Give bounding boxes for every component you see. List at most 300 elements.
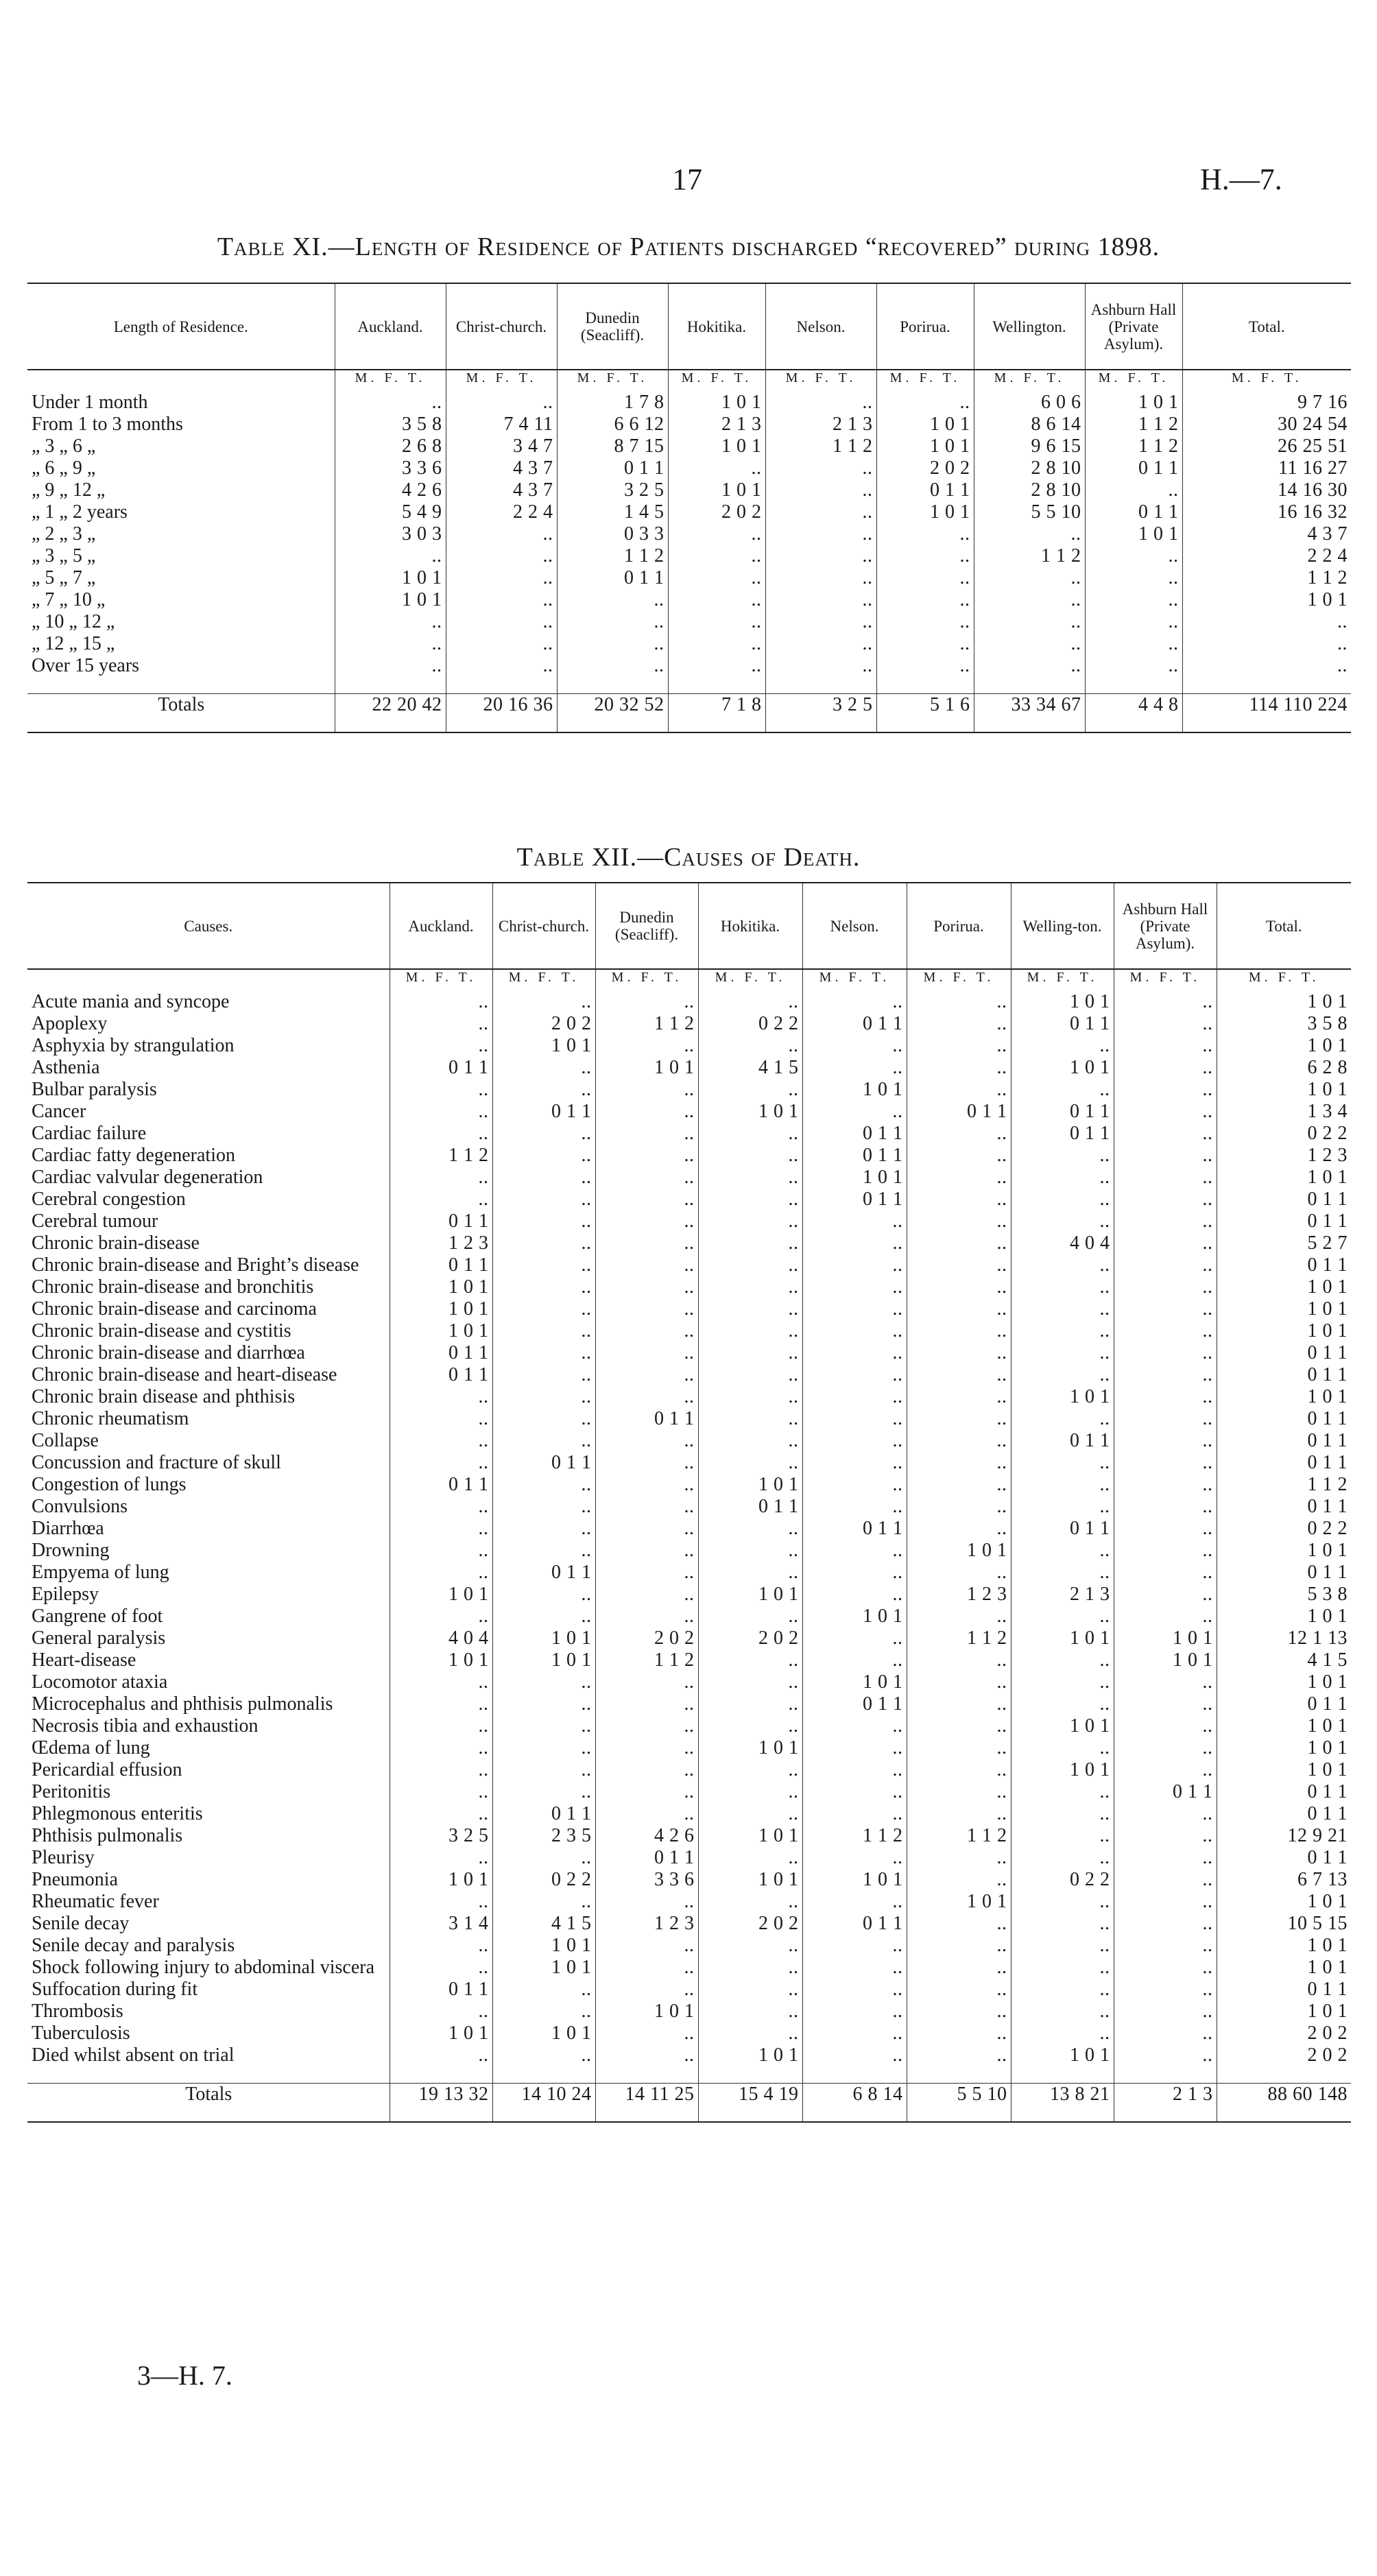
page-number: 17 (672, 163, 702, 196)
cell-value: .. (698, 1847, 802, 1869)
row-label: Chronic brain-disease and Bright’s disease (32, 1254, 359, 1276)
table-row (27, 1518, 1351, 1540)
cell-value: .. (802, 1891, 907, 1913)
cell-value: 2 2 4 (446, 501, 557, 523)
cell-value: .. (492, 1123, 595, 1145)
cell-value: 2 0 2 (1217, 2044, 1351, 2066)
cell-value: .. (802, 1211, 907, 1232)
cell-value: .. (698, 991, 802, 1013)
cell-value: .. (492, 1232, 595, 1254)
row-label: Suffocation during fit (32, 1979, 198, 2000)
cell-value: .. (595, 1759, 698, 1781)
cell-value: .. (698, 1518, 802, 1540)
cell-value: .. (557, 633, 668, 655)
table-row (27, 1167, 1351, 1189)
cell-value: 3 4 7 (446, 436, 557, 457)
cell-value: .. (765, 567, 876, 589)
table-xi (27, 283, 1351, 733)
cell-value: 1 0 1 (907, 1540, 1011, 1562)
cell-value: 2 0 2 (876, 457, 974, 479)
cell-value: .. (1114, 1211, 1217, 1232)
cell-value: 1 0 1 (390, 1649, 492, 1671)
cell-value: 2 1 3 (1011, 1584, 1114, 1606)
cell-value: 0 1 1 (1217, 1979, 1351, 2001)
cell-value: .. (492, 991, 595, 1013)
row-label: Died whilst absent on trial (32, 2044, 235, 2066)
cell-value: .. (698, 1211, 802, 1232)
cell-value: 0 1 1 (595, 1847, 698, 1869)
cell-value: .. (595, 1606, 698, 1627)
table-row (27, 1474, 1351, 1496)
cell-value: .. (335, 633, 446, 655)
cell-value: .. (446, 523, 557, 545)
table-row (27, 392, 1351, 414)
cell-value: 5 4 9 (335, 501, 446, 523)
cell-value: .. (1011, 1781, 1114, 1803)
cell-value: .. (698, 1364, 802, 1386)
cell-value: .. (698, 1562, 802, 1584)
cell-value: .. (802, 1781, 907, 1803)
cell-value: .. (390, 1079, 492, 1101)
cell-value: .. (907, 1803, 1011, 1825)
cell-value: .. (1114, 1276, 1217, 1298)
cell-value: 0 1 1 (802, 1145, 907, 1167)
cell-value: 1 1 2 (595, 1013, 698, 1035)
cell-value: 0 1 1 (492, 1452, 595, 1474)
cell-value: 0 1 1 (1217, 1364, 1351, 1386)
cell-value: .. (1085, 633, 1182, 655)
row-label: „ 3 „ 5 „ (32, 545, 96, 567)
cell-value: .. (1114, 1320, 1217, 1342)
sex-label: M. F. T. (698, 969, 802, 991)
table-row (27, 457, 1351, 479)
cell-value: .. (595, 1957, 698, 1979)
t12-col-header-5: Nelson. (802, 883, 907, 969)
table-row (27, 1671, 1351, 1693)
document-code: H.—7. (1200, 163, 1282, 196)
total-value: 20 32 52 (557, 694, 668, 732)
row-label: Tuberculosis (32, 2023, 130, 2044)
cell-value: 1 1 2 (390, 1145, 492, 1167)
cell-value: .. (802, 1979, 907, 2001)
cell-value: .. (698, 2023, 802, 2044)
cell-value: .. (492, 1781, 595, 1803)
cell-value: 1 0 1 (1114, 1649, 1217, 1671)
cell-value: .. (907, 2023, 1011, 2044)
cell-value: .. (1085, 567, 1182, 589)
cell-value: 7 4 11 (446, 414, 557, 436)
row-label: Cardiac fatty degeneration (32, 1145, 235, 1166)
cell-value: 0 1 1 (802, 1518, 907, 1540)
cell-value: .. (1114, 1254, 1217, 1276)
row-label: Bulbar paralysis (32, 1079, 157, 1100)
cell-value: .. (1011, 1913, 1114, 1935)
cell-value: 1 0 1 (1011, 1057, 1114, 1079)
cell-value: .. (802, 1540, 907, 1562)
cell-value: .. (907, 1737, 1011, 1759)
cell-value: .. (595, 1891, 698, 1913)
cell-value: .. (1114, 1979, 1217, 2001)
cell-value: .. (907, 1474, 1011, 1496)
cell-value: .. (668, 567, 765, 589)
cell-value: .. (974, 611, 1085, 633)
cell-value: .. (492, 1671, 595, 1693)
cell-value: 0 1 1 (876, 479, 974, 501)
total-value: 15 4 19 (698, 2084, 802, 2122)
cell-value: .. (668, 523, 765, 545)
cell-value: 9 6 15 (974, 436, 1085, 457)
row-label: Chronic brain-disease (32, 1232, 200, 1254)
cell-value: .. (1182, 655, 1351, 677)
row-label: Pleurisy (32, 1847, 95, 1868)
t12-col-header-3: Dunedin (Seacliff). (595, 883, 698, 969)
cell-value: .. (698, 1254, 802, 1276)
cell-value: 0 1 1 (1217, 1781, 1351, 1803)
row-label: Congestion of lungs (32, 1474, 187, 1495)
cell-value: 2 0 2 (595, 1627, 698, 1649)
cell-value: .. (1114, 1167, 1217, 1189)
t11-col-header-3: Dunedin (Seacliff). (557, 283, 668, 370)
cell-value: .. (1114, 2001, 1217, 2023)
row-label: Phlegmonous enteritis (32, 1803, 203, 1824)
t11-col-header-6: Porirua. (876, 283, 974, 370)
cell-value: 4 0 4 (1011, 1232, 1114, 1254)
cell-value: .. (446, 655, 557, 677)
cell-value: .. (802, 1057, 907, 1079)
cell-value: .. (765, 523, 876, 545)
cell-value: 1 0 1 (668, 479, 765, 501)
cell-value: 30 24 54 (1182, 414, 1351, 436)
cell-value: .. (802, 1759, 907, 1781)
cell-value: 2 0 2 (668, 501, 765, 523)
row-label: „ 6 „ 9 „ (32, 457, 96, 479)
total-value: 6 8 14 (802, 2084, 907, 2122)
cell-value: .. (446, 633, 557, 655)
cell-value: .. (1114, 991, 1217, 1013)
cell-value: 1 2 3 (1217, 1145, 1351, 1167)
row-label: Senile decay (32, 1913, 130, 1934)
cell-value: .. (446, 392, 557, 414)
cell-value: 0 1 1 (1217, 1408, 1351, 1430)
cell-value: 1 0 1 (1217, 1606, 1351, 1627)
cell-value: 0 1 1 (698, 1496, 802, 1518)
cell-value: 3 3 6 (335, 457, 446, 479)
row-label: „ 12 „ 15 „ (32, 633, 115, 654)
cell-value: .. (907, 1057, 1011, 1079)
cell-value: .. (907, 1452, 1011, 1474)
row-label: Necrosis tibia and exhaustion (32, 1715, 259, 1737)
cell-value: .. (802, 1562, 907, 1584)
cell-value: .. (390, 1167, 492, 1189)
table-row (27, 1913, 1351, 1935)
cell-value: 10 5 15 (1217, 1913, 1351, 1935)
row-label: Chronic brain-disease and diarrhœa (32, 1342, 305, 1363)
cell-value: .. (492, 1737, 595, 1759)
cell-value: .. (698, 1891, 802, 1913)
cell-value: .. (390, 1606, 492, 1627)
cell-value: 8 7 15 (557, 436, 668, 457)
cell-value: .. (802, 1408, 907, 1430)
cell-value: 0 1 1 (390, 1979, 492, 2001)
cell-value: .. (876, 567, 974, 589)
cell-value: .. (595, 2044, 698, 2066)
t11-col-header-5: Nelson. (765, 283, 876, 370)
cell-value: 0 1 1 (1217, 1452, 1351, 1474)
cell-value: 1 7 8 (557, 392, 668, 414)
sex-label: M. F. T. (1114, 969, 1217, 991)
t12-col-header-1: Auckland. (390, 883, 492, 969)
cell-value: 4 2 6 (335, 479, 446, 501)
cell-value: .. (907, 1957, 1011, 1979)
cell-value: .. (907, 1035, 1011, 1057)
cell-value: .. (390, 1123, 492, 1145)
cell-value: 1 0 1 (492, 1935, 595, 1957)
cell-value: 1 2 3 (390, 1232, 492, 1254)
table-row (27, 2044, 1351, 2066)
cell-value: 1 0 1 (668, 436, 765, 457)
cell-value: 6 7 13 (1217, 1869, 1351, 1891)
total-value: 7 1 8 (668, 694, 765, 732)
cell-value: 6 0 6 (974, 392, 1085, 414)
cell-value: .. (1085, 479, 1182, 501)
cell-value: 1 1 2 (1085, 414, 1182, 436)
cell-value: 0 1 1 (1085, 457, 1182, 479)
cell-value: .. (595, 1715, 698, 1737)
cell-value: 3 5 8 (1217, 1013, 1351, 1035)
total-value: 22 20 42 (335, 694, 446, 732)
table-row (27, 1123, 1351, 1145)
cell-value: .. (492, 1189, 595, 1211)
cell-value: .. (595, 1232, 698, 1254)
row-label: „ 1 „ 2 years (32, 501, 128, 523)
cell-value: .. (492, 1364, 595, 1386)
sex-label: M. F. T. (335, 370, 446, 392)
cell-value: .. (1182, 611, 1351, 633)
cell-value: .. (492, 1342, 595, 1364)
cell-value: 1 0 1 (492, 1957, 595, 1979)
table-row (27, 1342, 1351, 1364)
cell-value: .. (390, 2001, 492, 2023)
cell-value: .. (1114, 1189, 1217, 1211)
cell-value: .. (907, 1759, 1011, 1781)
cell-value: .. (595, 991, 698, 1013)
t12-col-header-2: Christ-church. (492, 883, 595, 969)
t12-col-header-8: Ashburn Hall (Private Asylum). (1114, 883, 1217, 969)
cell-value: .. (802, 1584, 907, 1606)
cell-value: 1 0 1 (802, 1606, 907, 1627)
t12-col-header-6: Porirua. (907, 883, 1011, 969)
cell-value: .. (595, 2023, 698, 2044)
table-row (27, 1759, 1351, 1781)
cell-value: 0 2 2 (1217, 1518, 1351, 1540)
cell-value: .. (802, 1254, 907, 1276)
table-row (27, 1013, 1351, 1035)
t11-col-header-7: Wellington. (974, 283, 1085, 370)
cell-value: .. (492, 1518, 595, 1540)
cell-value: .. (1011, 1935, 1114, 1957)
cell-value: .. (698, 1803, 802, 1825)
cell-value: .. (390, 1891, 492, 1913)
total-value: 33 34 67 (974, 694, 1085, 732)
cell-value: .. (390, 1013, 492, 1035)
cell-value: .. (595, 1276, 698, 1298)
cell-value: .. (802, 1276, 907, 1298)
cell-value: .. (492, 1167, 595, 1189)
sex-label: M. F. T. (446, 370, 557, 392)
cell-value: .. (668, 589, 765, 611)
sex-label: M. F. T. (1011, 969, 1114, 991)
cell-value: 0 1 1 (595, 1408, 698, 1430)
cell-value: .. (557, 655, 668, 677)
table-xii (27, 882, 1351, 2123)
cell-value: .. (698, 1035, 802, 1057)
table-row (27, 589, 1351, 611)
cell-value: .. (595, 1781, 698, 1803)
cell-value: .. (698, 1276, 802, 1298)
row-label: Pneumonia (32, 1869, 118, 1890)
cell-value: 0 1 1 (390, 1364, 492, 1386)
cell-value: .. (907, 1913, 1011, 1935)
cell-value: .. (1114, 1759, 1217, 1781)
cell-value: .. (907, 1167, 1011, 1189)
cell-value: 1 0 1 (1217, 1079, 1351, 1101)
cell-value: .. (1011, 1737, 1114, 1759)
sex-label: M. F. T. (1217, 969, 1351, 991)
table-row (27, 1737, 1351, 1759)
cell-value: 3 2 5 (557, 479, 668, 501)
cell-value: .. (1114, 1518, 1217, 1540)
table-row (27, 1364, 1351, 1386)
cell-value: 0 1 1 (802, 1013, 907, 1035)
cell-value: .. (698, 1979, 802, 2001)
cell-value: .. (1114, 1847, 1217, 1869)
cell-value: 0 1 1 (1217, 1189, 1351, 1211)
cell-value: .. (802, 1298, 907, 1320)
cell-value: .. (595, 1342, 698, 1364)
row-label: Acute mania and syncope (32, 991, 230, 1012)
cell-value: 0 1 1 (1011, 1518, 1114, 1540)
table-row (27, 1825, 1351, 1847)
cell-value: 3 0 3 (335, 523, 446, 545)
cell-value: .. (1114, 1913, 1217, 1935)
cell-value: .. (595, 1101, 698, 1123)
row-label: Drowning (32, 1540, 110, 1561)
cell-value: 1 1 2 (595, 1649, 698, 1671)
cell-value: 1 0 1 (876, 414, 974, 436)
cell-value: 1 0 1 (492, 1627, 595, 1649)
row-label: Phthisis pulmonalis (32, 1825, 183, 1846)
row-label: Chronic brain-disease and heart-disease (32, 1364, 337, 1385)
table-row (27, 436, 1351, 457)
page-footer: 3—H. 7. (137, 2360, 232, 2391)
cell-value: 1 0 1 (1217, 1035, 1351, 1057)
cell-value: .. (1011, 1035, 1114, 1057)
cell-value: .. (1011, 1891, 1114, 1913)
cell-value: .. (698, 1540, 802, 1562)
cell-value: .. (698, 1232, 802, 1254)
cell-value: .. (492, 1079, 595, 1101)
cell-value: 1 0 1 (492, 2023, 595, 2044)
cell-value: 0 1 1 (1114, 1781, 1217, 1803)
cell-value: 1 0 1 (1217, 1276, 1351, 1298)
cell-value: .. (765, 655, 876, 677)
row-label: Rheumatic fever (32, 1891, 159, 1912)
cell-value: .. (1114, 1452, 1217, 1474)
cell-value: .. (390, 1035, 492, 1057)
t11-col-header-9: Total. (1182, 283, 1351, 370)
sex-label: M. F. T. (390, 969, 492, 991)
table-xii-title: Table XII.—Causes of Death. (516, 843, 861, 872)
cell-value: .. (765, 611, 876, 633)
row-label: Gangrene of foot (32, 1606, 163, 1627)
cell-value: 0 1 1 (802, 1123, 907, 1145)
table-row (27, 523, 1351, 545)
cell-value: .. (492, 1606, 595, 1627)
cell-value: 12 9 21 (1217, 1825, 1351, 1847)
table-row (27, 1276, 1351, 1298)
cell-value: 0 1 1 (802, 1189, 907, 1211)
cell-value: 0 2 2 (492, 1869, 595, 1891)
cell-value: 5 3 8 (1217, 1584, 1351, 1606)
cell-value: .. (907, 1496, 1011, 1518)
cell-value: 2 1 3 (765, 414, 876, 436)
cell-value: 1 0 1 (1011, 1627, 1114, 1649)
cell-value: .. (907, 1408, 1011, 1430)
cell-value: 0 1 1 (557, 457, 668, 479)
row-label: Chronic brain disease and phthisis (32, 1386, 296, 1407)
totals-row (27, 694, 1351, 732)
cell-value: .. (595, 1189, 698, 1211)
cell-value: 1 0 1 (698, 1474, 802, 1496)
cell-value: 1 0 1 (802, 1167, 907, 1189)
cell-value: .. (802, 1364, 907, 1386)
row-label: Chronic brain-disease and carcinoma (32, 1298, 317, 1320)
cell-value: .. (1011, 1957, 1114, 1979)
table-row (27, 1254, 1351, 1276)
cell-value: .. (698, 1298, 802, 1320)
cell-value: 1 3 4 (1217, 1101, 1351, 1123)
row-label: Shock following injury to abdominal viscera (32, 1957, 375, 1978)
table-row (27, 501, 1351, 523)
cell-value: .. (876, 589, 974, 611)
cell-value: 1 1 2 (907, 1627, 1011, 1649)
cell-value: .. (802, 2001, 907, 2023)
cell-value: 0 1 1 (1217, 1693, 1351, 1715)
cell-value: .. (1114, 2023, 1217, 2044)
row-label: Asphyxia by strangulation (32, 1035, 235, 1056)
cell-value: .. (765, 545, 876, 567)
cell-value: .. (492, 1298, 595, 1320)
cell-value: .. (335, 392, 446, 414)
cell-value: 2 8 10 (974, 457, 1085, 479)
cell-value: .. (1011, 1496, 1114, 1518)
cell-value: 0 1 1 (390, 1474, 492, 1496)
cell-value: .. (802, 1452, 907, 1474)
cell-value: .. (974, 523, 1085, 545)
cell-value: .. (595, 1430, 698, 1452)
cell-value: .. (390, 1759, 492, 1781)
total-value: 114 110 224 (1182, 694, 1351, 732)
cell-value: .. (595, 1562, 698, 1584)
total-value: 5 5 10 (907, 2084, 1011, 2122)
cell-value: 1 1 2 (557, 545, 668, 567)
t11-col-header-0: Length of Residence. (27, 283, 335, 370)
cell-value: 4 2 6 (595, 1825, 698, 1847)
cell-value: .. (974, 633, 1085, 655)
table-row (27, 1145, 1351, 1167)
row-label: Cancer (32, 1101, 86, 1122)
cell-value: .. (1011, 2023, 1114, 2044)
